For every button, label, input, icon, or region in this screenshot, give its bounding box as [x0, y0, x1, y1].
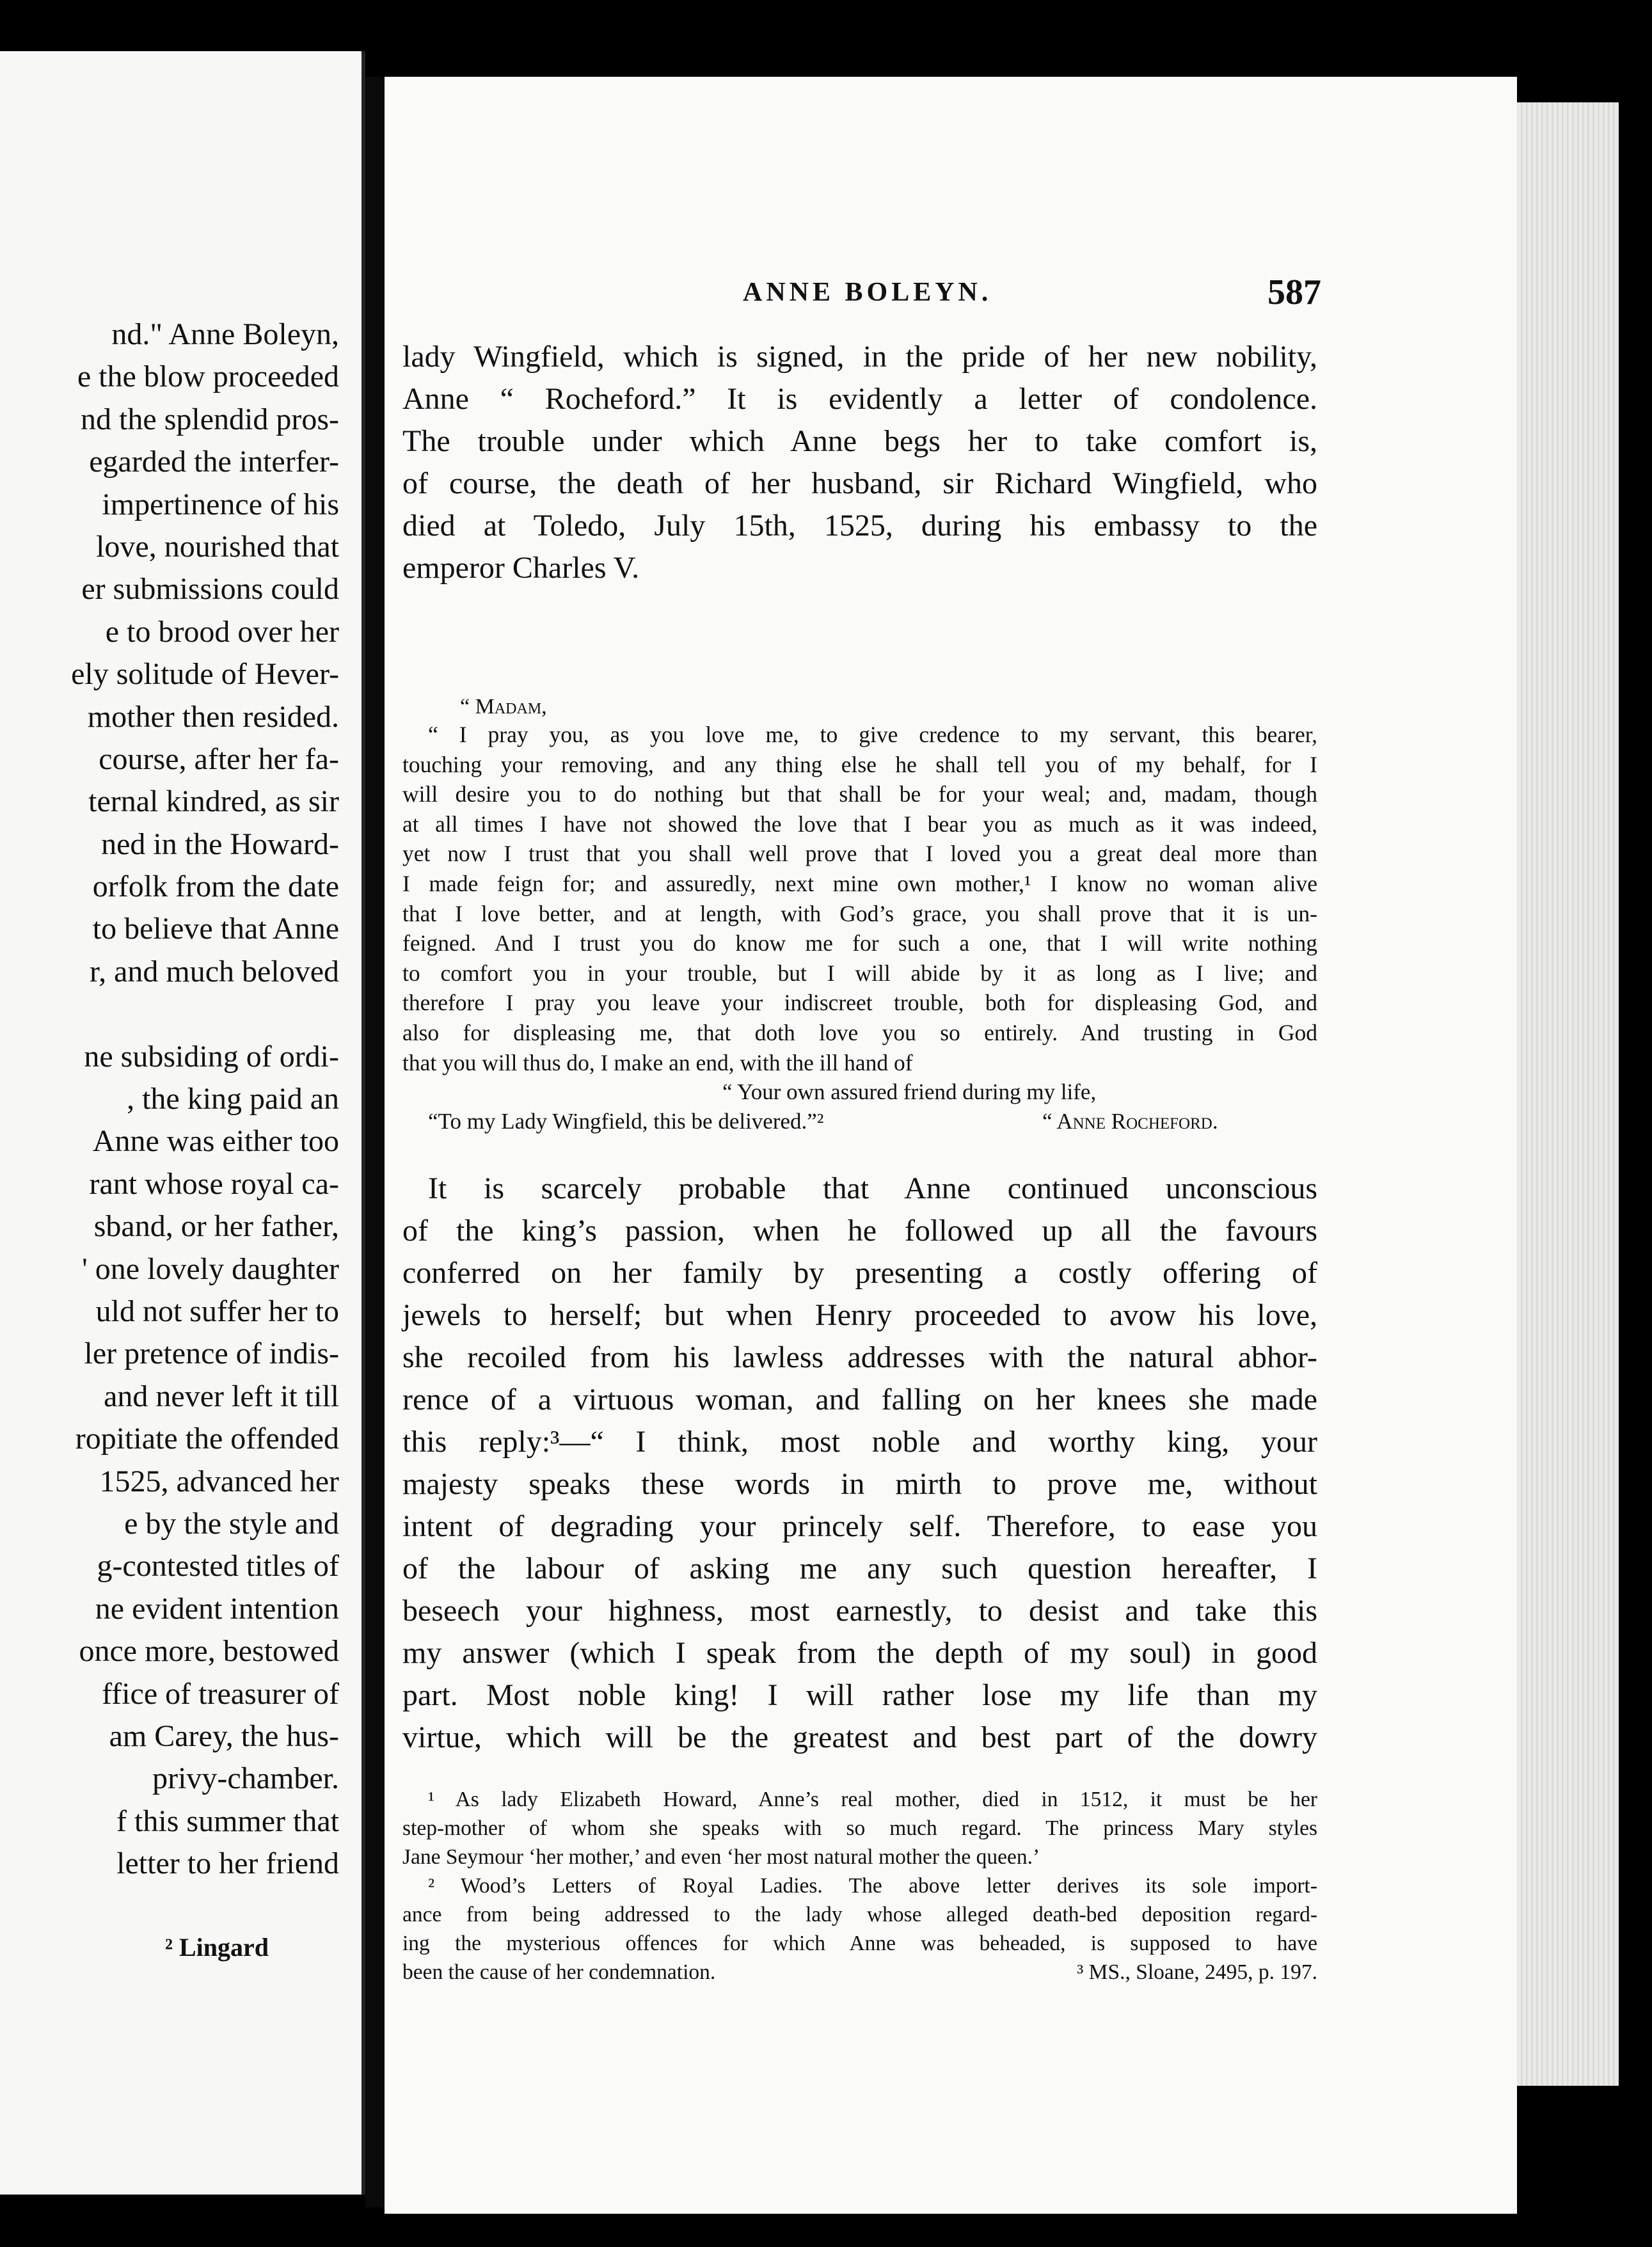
left-line: orfolk from the date — [92, 869, 339, 904]
left-line: ned in the Howard- — [101, 827, 339, 861]
text-line: Anne “ Rocheford.” It is evidently a letter of condolence. — [402, 382, 1317, 416]
text-line: my answer (which I speak from the depth of my soul) in good — [402, 1636, 1317, 1670]
left-line: mother then resided. — [87, 699, 339, 734]
letter-line: yet now I trust that you shall well prove that I loved you a great deal more than — [402, 841, 1317, 867]
letter-signature: “ Anne Rocheford. — [1042, 1109, 1218, 1134]
left-line: er submissions could — [81, 572, 339, 607]
letter-line: therefore I pray you leave your indiscreet trouble, both for displeasing God, and — [402, 990, 1317, 1016]
footnote-line: ing the mysterious offences for which Anne was beheaded, is supposed to have — [402, 1932, 1317, 1955]
left-line: love, nourished that — [96, 529, 339, 564]
text-line: of course, the death of her husband, sir Richard Wingfield, who — [402, 466, 1317, 500]
left-line: nd." Anne Boleyn, — [111, 317, 339, 351]
text-line: lady Wingfield, which is signed, in the pride of her new nobility, — [402, 340, 1317, 374]
letter-line: will desire you to do nothing but that shall be for your weal; and, madam, though — [402, 781, 1317, 807]
text-line: died at Toledo, July 15th, 1525, during his embassy to the — [402, 509, 1317, 543]
letter-line: at all times I have not showed the love that I bear you as much as it was indeed, — [402, 811, 1317, 837]
left-page-text — [0, 314, 358, 1885]
left-page — [0, 51, 365, 2195]
letter-salutation: “ Madam, — [460, 695, 547, 719]
letter-address: “To my Lady Wingfield, this be delivered.”² — [428, 1109, 824, 1134]
left-line: 1525, advanced her — [99, 1464, 339, 1498]
left-line: once more, bestowed — [79, 1634, 339, 1669]
text-line: of the labour of asking me any such question hereafter, I — [402, 1552, 1317, 1585]
left-line: ler pretence of indis- — [84, 1337, 339, 1371]
left-line: rant whose royal ca- — [89, 1166, 339, 1201]
left-line — [0, 993, 358, 1035]
left-line: nd the splendid pros- — [81, 402, 339, 436]
text-line: It is scarcely probable that Anne continued unconscious — [428, 1171, 1317, 1205]
left-line: ' one lovely daughter — [82, 1251, 339, 1286]
left-line: impertinence of his — [102, 487, 339, 521]
text-line: part. Most noble king! I will rather lose my life than my — [402, 1678, 1317, 1712]
left-line: privy-chamber. — [152, 1761, 339, 1796]
left-line: and never left it till — [104, 1379, 339, 1413]
left-line: course, after her fa- — [99, 742, 339, 776]
left-line: e to brood over her — [105, 614, 339, 649]
text-line: emperor Charles V. — [402, 551, 640, 585]
page-header — [385, 272, 1331, 317]
left-line: r, and much beloved — [90, 954, 339, 989]
footnote-line: ance from being addressed to the lady whose alleged death-bed deposition regard- — [402, 1903, 1317, 1926]
text-line: this reply:³—“ I think, most noble and worthy king, your — [402, 1425, 1317, 1459]
text-line: beseech your highness, most earnestly, to desist and take this — [402, 1594, 1317, 1628]
text-line: conferred on her family by presenting a costly offering of — [402, 1256, 1317, 1290]
left-line: am Carey, the hus- — [109, 1719, 339, 1753]
left-line: e the blow proceeded — [77, 360, 339, 394]
left-line: ne subsiding of ordi- — [84, 1039, 339, 1074]
footnotes — [402, 1785, 1317, 1987]
running-head: ANNE BOLEYN. — [743, 278, 992, 307]
letter-line: feigned. And I trust you do know me for such a one, that I will write nothing — [402, 930, 1317, 957]
footnote-line: Jane Seymour ‘her mother,’ and even ‘her most natural mother the queen.’ — [402, 1845, 1040, 1869]
left-line: ropitiate the offended — [75, 1422, 339, 1456]
left-line: uld not suffer her to — [95, 1294, 339, 1328]
footnote-line: been the cause of her condemnation. — [402, 1960, 716, 1984]
letter-line: also for displeasing me, that doth love you so entirely. And trusting in God — [402, 1019, 1317, 1045]
letter-block — [402, 694, 1317, 1136]
text-line: virtue, which will be the greatest and best part of the dowry — [402, 1720, 1317, 1754]
left-line: letter to her friend — [116, 1846, 339, 1881]
text-line: majesty speaks these words in mirth to prove me, without — [402, 1467, 1317, 1501]
left-line: egarded the interfer- — [89, 445, 339, 479]
text-line: rence of a virtuous woman, and falling on her knees she made — [402, 1383, 1317, 1417]
main-paragraph — [402, 1168, 1317, 1759]
left-line: sband, or her father, — [93, 1209, 339, 1244]
text-line: of the king’s passion, when he followed up all the favours — [402, 1214, 1317, 1248]
letter-line: “ I pray you, as you love me, to give credence to my servant, this bearer, — [428, 722, 1317, 747]
intro-paragraph — [402, 336, 1317, 589]
text-line: The trouble under which Anne begs her to take comfort is, — [402, 424, 1317, 458]
left-line: to believe that Anne — [92, 912, 339, 946]
letter-line: that you will thus do, I make an end, with the ill hand of — [402, 1049, 913, 1076]
left-line: e by the style and — [124, 1506, 339, 1541]
left-footnote: ² Lingard — [164, 1933, 269, 1962]
text-line: she recoiled from his lawless addresses with the natural abhor- — [402, 1340, 1317, 1374]
left-line: g-contested titles of — [97, 1549, 339, 1584]
text-line: intent of degrading your princely self. Therefore, to ease you — [402, 1509, 1317, 1543]
left-line: ely solitude of Hever- — [71, 657, 339, 692]
footnote-line: ² Wood’s Letters of Royal Ladies. The above letter derives its sole import- — [428, 1874, 1317, 1898]
footnote-line: step-mother of whom she speaks with so much regard. The princess Mary styles — [402, 1816, 1317, 1840]
book-gutter — [365, 77, 385, 2207]
letter-line: to comfort you in your trouble, but I will abide by it as long as I live; and — [402, 960, 1317, 986]
footnote-3: ³ MS., Sloane, 2495, p. 197. — [1077, 1960, 1317, 1984]
right-page — [385, 77, 1517, 2214]
letter-line: I made feign for; and assuredly, next mine own mother,¹ I know no woman alive — [402, 870, 1317, 896]
left-line: ne evident intention — [95, 1591, 339, 1626]
left-line: Anne was either too — [92, 1124, 339, 1159]
letter-closing: “ Your own assured friend during my life, — [722, 1079, 1097, 1105]
footnote-line: ¹ As lady Elizabeth Howard, Anne’s real mother, died in 1512, it must be her — [428, 1788, 1317, 1811]
page-number: 587 — [1267, 273, 1321, 312]
letter-line: that I love better, and at length, with God’s grace, you shall prove that it is un- — [402, 900, 1317, 926]
left-line: ffice of treasurer of — [102, 1676, 339, 1711]
text-line: jewels to herself; but when Henry proceeded to avow his love, — [402, 1298, 1317, 1332]
letter-line: touching your removing, and any thing else he shall tell you of my behalf, for I — [402, 751, 1317, 777]
left-line: ternal kindred, as sir — [88, 784, 339, 819]
left-line: , the king paid an — [127, 1082, 339, 1116]
left-line: f this summer that — [116, 1804, 339, 1838]
